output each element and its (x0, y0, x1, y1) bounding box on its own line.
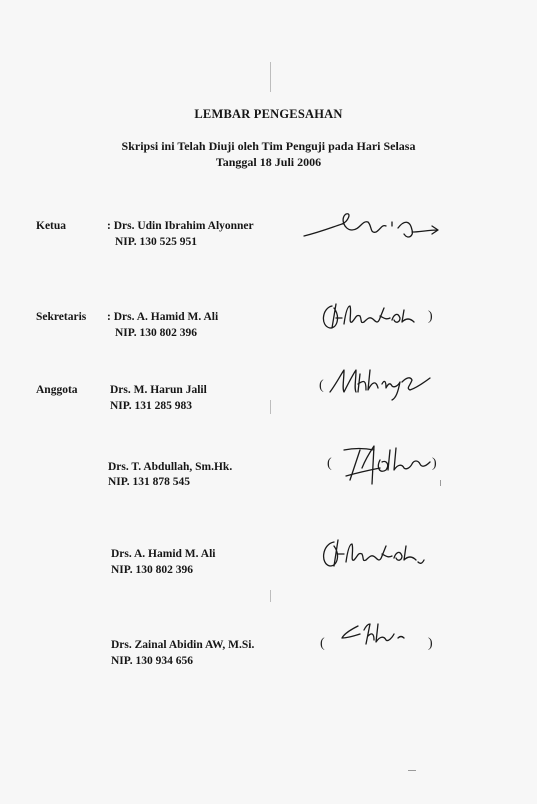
examiner-nip: NIP. 130 934 656 (111, 655, 193, 667)
role-sekretaris: Sekretaris (36, 311, 87, 323)
examiner-name: Drs. A. Hamid M. Ali (111, 548, 216, 560)
open-paren: ( (327, 456, 332, 471)
close-paren: ) (428, 636, 433, 651)
examiner-nip: NIP. 131 878 545 (108, 476, 190, 488)
examiner-nip: NIP. 130 802 396 (115, 327, 197, 339)
fold-mark (270, 62, 271, 92)
close-paren: ) (432, 456, 437, 471)
signature-icon (338, 616, 418, 652)
signature-icon (318, 296, 428, 336)
examiner-nip: NIP. 131 285 983 (110, 400, 192, 412)
paper-speck (440, 480, 441, 486)
examiner-name: : Drs. Udin Ibrahim Alyonner (107, 220, 254, 232)
exam-statement: Skripsi ini Telah Diuji oleh Tim Penguji pada Hari Selasa (121, 139, 416, 153)
open-paren: ( (319, 378, 324, 393)
role-ketua: Ketua (36, 220, 67, 232)
examiner-nip: NIP. 130 802 396 (111, 564, 193, 576)
examiner-name: Drs. T. Abdullah, Sm.Hk. (108, 461, 233, 473)
paper-speck (408, 770, 416, 771)
examiner-name: : Drs. A. Hamid M. Ali (107, 311, 219, 323)
open-paren: ( (320, 636, 325, 651)
signature-icon (318, 532, 430, 574)
signature-icon (300, 206, 445, 246)
fold-mark (270, 400, 271, 414)
page-title: LEMBAR PENGESAHAN (194, 107, 343, 121)
fold-mark (270, 590, 271, 602)
examiner-nip: NIP. 130 525 951 (115, 236, 197, 248)
exam-date: Tanggal 18 Juli 2006 (215, 155, 322, 169)
signature-icon (326, 362, 444, 404)
close-paren: ) (428, 309, 433, 324)
role-anggota: Anggota (36, 384, 78, 396)
examiner-name: Drs. M. Harun Jalil (110, 384, 207, 396)
examiner-name: Drs. Zainal Abidin AW, M.Si. (111, 639, 255, 651)
signature-icon (340, 440, 440, 488)
